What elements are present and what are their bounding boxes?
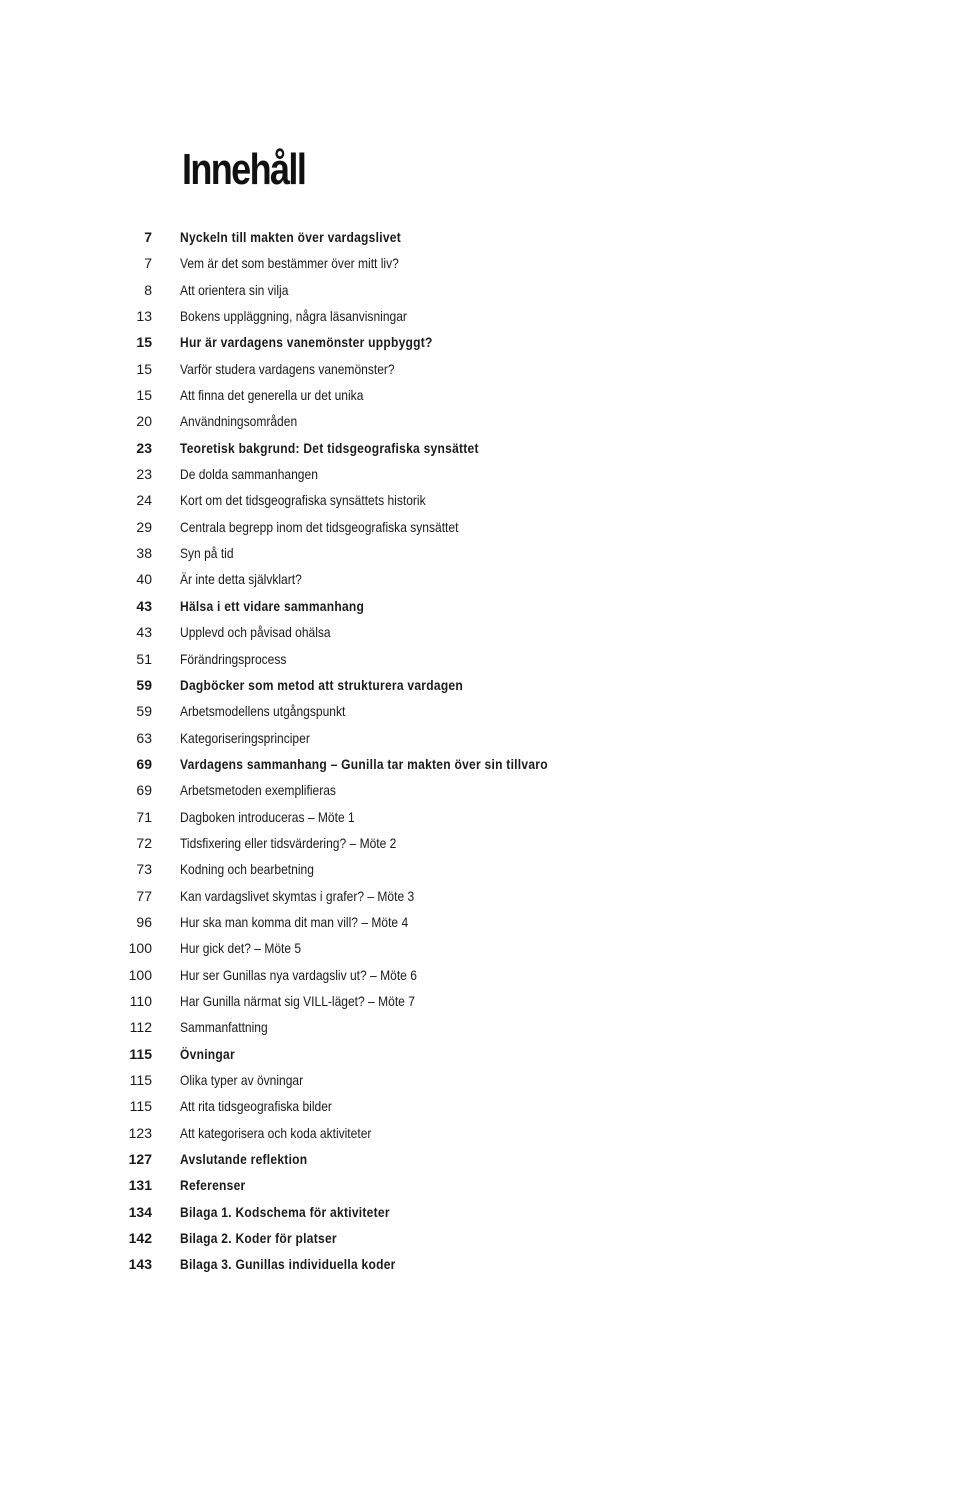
toc-entry-title: Hur är vardagens vanemönster uppbyggt? <box>180 334 433 351</box>
toc-page-number: 77 <box>136 887 152 904</box>
toc-entry-title: Hur ser Gunillas nya vardagsliv ut? – Möte 6 <box>180 966 417 983</box>
toc-entry-title: Att kategorisera och koda aktiviteter <box>180 1124 372 1141</box>
toc-section <box>100 382 900 408</box>
toc-page-number: 7 <box>144 255 152 272</box>
toc-entry-title: Hur ska man komma dit man vill? – Möte 4 <box>180 913 409 930</box>
toc-section <box>100 909 900 935</box>
toc-entry-title: Dagboken introduceras – Möte 1 <box>180 808 355 825</box>
toc-page-number: 134 <box>128 1203 152 1220</box>
toc-section <box>100 988 900 1014</box>
toc-page-number: 96 <box>136 913 152 930</box>
toc-entry-title: Har Gunilla närmat sig VILL-läget? – Möte 7 <box>180 992 415 1009</box>
toc-section <box>100 540 900 566</box>
toc-chapter <box>100 224 900 250</box>
toc-entry-title: Är inte detta självklart? <box>180 571 302 588</box>
toc-entry-title: Centrala begrepp inom det tidsgeografiska synsättet <box>180 518 459 535</box>
toc-section <box>100 1067 900 1093</box>
toc-entry-title: Användningsområden <box>180 413 298 430</box>
toc-entry-title: Hälsa i ett vidare sammanhang <box>180 597 365 614</box>
toc-section <box>100 356 900 382</box>
toc-page-number: 15 <box>136 387 152 404</box>
toc-section <box>100 1093 900 1119</box>
toc-page-number: 72 <box>136 834 152 851</box>
toc-section <box>100 698 900 724</box>
toc-page-number: 51 <box>136 650 152 667</box>
toc-section <box>100 962 900 988</box>
toc-page-number: 112 <box>129 1019 152 1036</box>
toc-page-number: 43 <box>136 597 152 614</box>
toc-page-number: 69 <box>136 782 152 799</box>
toc-section <box>100 408 900 434</box>
toc-section <box>100 725 900 751</box>
toc-entry-title: Bilaga 3. Gunillas individuella koder <box>180 1256 396 1273</box>
toc-entry-title: Kodning och bearbetning <box>180 861 314 878</box>
toc-page-number: 115 <box>129 1098 152 1115</box>
toc-section <box>100 566 900 592</box>
toc-page-number: 123 <box>128 1124 152 1141</box>
toc-chapter <box>100 1199 900 1225</box>
toc-entry-title: Hur gick det? – Möte 5 <box>180 940 302 957</box>
toc-section <box>100 856 900 882</box>
toc-entry-title: Sammanfattning <box>180 1019 268 1036</box>
toc-page-number: 143 <box>128 1256 152 1273</box>
toc-section <box>100 277 900 303</box>
toc-page-number: 59 <box>136 703 152 720</box>
toc-entry-title: Att orientera sin vilja <box>180 281 289 298</box>
toc-chapter <box>100 593 900 619</box>
toc-entry-title: Dagböcker som metod att strukturera vardagen <box>180 676 464 693</box>
toc-page-number: 142 <box>128 1230 152 1247</box>
toc-section <box>100 487 900 513</box>
toc-section <box>100 830 900 856</box>
toc-page-number: 100 <box>128 966 152 983</box>
toc-entry-title: Avslutande reflektion <box>180 1151 308 1168</box>
toc-page-number: 8 <box>144 281 152 298</box>
toc-entry-title: Upplevd och påvisad ohälsa <box>180 624 331 641</box>
toc-entry-title: Arbetsmetoden exemplifieras <box>180 782 336 799</box>
toc-entry-title: De dolda sammanhangen <box>180 466 318 483</box>
toc-page-number: 63 <box>136 729 152 746</box>
toc-page-number: 15 <box>136 334 152 351</box>
toc-page-number: 7 <box>144 229 152 245</box>
toc-entry-title: Arbetsmodellens utgångspunkt <box>180 703 346 720</box>
toc-page-number: 71 <box>136 808 152 825</box>
toc-page-number: 29 <box>136 518 152 535</box>
toc-page-number: 69 <box>136 755 152 772</box>
toc-chapter <box>100 672 900 698</box>
toc-entry-title: Teoretisk bakgrund: Det tidsgeografiska synsättet <box>180 439 479 456</box>
toc-section <box>100 1120 900 1146</box>
toc-page-number: 15 <box>136 360 152 377</box>
toc-section <box>100 883 900 909</box>
toc-page-number: 110 <box>129 992 152 1009</box>
toc-section <box>100 646 900 672</box>
toc-entry-title: Vardagens sammanhang – Gunilla tar makten över sin tillvaro <box>180 755 548 772</box>
page-title: Innehåll <box>182 145 306 194</box>
toc-chapter <box>100 1041 900 1067</box>
toc-page-number: 38 <box>136 545 152 562</box>
toc-entry-title: Tidsfixering eller tidsvärdering? – Möte 2 <box>180 834 397 851</box>
toc-page-number: 13 <box>136 308 152 325</box>
toc-section <box>100 619 900 645</box>
table-of-contents <box>100 224 900 1278</box>
toc-page-number: 115 <box>129 1045 152 1062</box>
toc-entry-title: Bilaga 1. Kodschema för aktiviteter <box>180 1203 390 1220</box>
toc-section <box>100 303 900 329</box>
toc-entry-title: Bokens uppläggning, några läsanvisningar <box>180 308 407 325</box>
toc-chapter <box>100 1251 900 1277</box>
toc-chapter <box>100 1225 900 1251</box>
toc-entry-title: Att rita tidsgeografiska bilder <box>180 1098 332 1115</box>
toc-section <box>100 935 900 961</box>
toc-entry-title: Olika typer av övningar <box>180 1072 304 1088</box>
toc-section <box>100 804 900 830</box>
toc-page-number: 23 <box>136 466 152 483</box>
toc-entry-title: Bilaga 2. Koder för platser <box>180 1230 337 1247</box>
toc-page-number: 131 <box>128 1177 152 1194</box>
toc-chapter <box>100 329 900 355</box>
toc-entry-title: Vem är det som bestämmer över mitt liv? <box>180 255 399 272</box>
toc-section <box>100 461 900 487</box>
toc-page-number: 43 <box>136 624 152 641</box>
toc-page-number: 40 <box>136 571 152 588</box>
toc-entry-title: Att finna det generella ur det unika <box>180 387 364 404</box>
toc-page-number: 20 <box>136 413 152 430</box>
toc-page-number: 24 <box>136 492 152 509</box>
toc-page-number: 59 <box>136 676 152 693</box>
toc-section <box>100 250 900 276</box>
toc-entry-title: Övningar <box>180 1045 235 1062</box>
toc-entry-title: Syn på tid <box>180 545 234 562</box>
toc-chapter <box>100 435 900 461</box>
toc-section <box>100 514 900 540</box>
toc-entry-title: Kan vardagslivet skymtas i grafer? – Möte 3 <box>180 887 415 904</box>
toc-page-number: 73 <box>136 861 152 878</box>
toc-section <box>100 1014 900 1040</box>
toc-entry-title: Varför studera vardagens vanemönster? <box>180 360 395 377</box>
toc-entry-title: Förändringsprocess <box>180 650 287 667</box>
toc-page-number: 115 <box>129 1072 152 1088</box>
toc-entry-title: Nyckeln till makten över vardagslivet <box>180 229 402 245</box>
toc-entry-title: Kategoriseringsprinciper <box>180 729 310 746</box>
toc-entry-title: Kort om det tidsgeografiska synsättets historik <box>180 492 426 509</box>
toc-page-number: 23 <box>136 439 152 456</box>
toc-page-number: 100 <box>128 940 152 957</box>
toc-section <box>100 777 900 803</box>
toc-chapter <box>100 1146 900 1172</box>
toc-chapter <box>100 1172 900 1198</box>
toc-chapter <box>100 751 900 777</box>
toc-page-number: 127 <box>128 1151 152 1168</box>
toc-entry-title: Referenser <box>180 1177 246 1194</box>
